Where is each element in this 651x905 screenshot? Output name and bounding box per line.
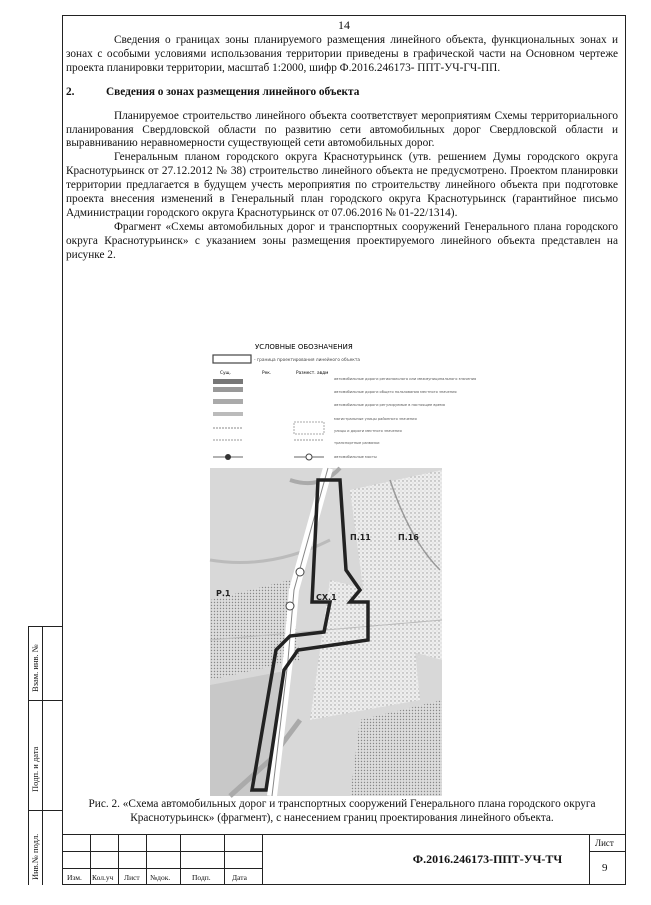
legend-row-6: транспортные развязки	[334, 441, 380, 445]
intro-paragraph: Сведения о границах зоны планируемого размещения линейного объекта, функциональных зонах и зонах с особыми условиями использования территории приведены в графической части на Основном чертеже проекта планировки территории, масштаб 1:2000, шифр Ф.2016.246173- ППТ-УЧ-ГЧ-ПП.	[66, 34, 618, 74]
tb-col-1	[90, 834, 91, 885]
legend-col-2: Рек.	[262, 371, 272, 376]
paragraph-1: Планируемое строительство линейного объекта соответствует мероприятиям Схемы территориального планирования Свердловской области по развитию сети автомобильных дорог Свердловской области и выравниванию неравномерности существующей сети автомобильных дорог.	[66, 109, 618, 150]
document-body	[66, 34, 618, 263]
tb-col-podp: Подп.	[192, 873, 211, 882]
legend-row-3: автомобильные дороги регулируемые в настоящее время	[334, 403, 445, 407]
legend-row-2: автомобильные дороги общего пользования местного значения	[334, 390, 457, 394]
side-border-left	[28, 626, 29, 885]
tb-col-5	[224, 834, 225, 885]
paragraph-3: Фрагмент «Схемы автомобильных дорог и транспортных сооружений Генерального плана городского округа Краснотурьинск» с указанием зоны размещения проектируемого линейного объекта представлен на рисунке 2.	[66, 220, 618, 261]
title-block	[62, 834, 626, 885]
sheet-label: Лист	[595, 838, 614, 848]
tb-col-izm: Изм.	[67, 873, 82, 882]
tb-col-ndok: №док.	[150, 873, 171, 882]
side-rule-3	[28, 810, 62, 811]
paragraph-2: Генеральным планом городского округа Краснотурьинск (утв. решением Думы городского округа Краснотурьинск от 27.12.2012 № 38) строительство линейного объекта не предусмотрено. Проектом планировки территории предлагается в будущем учесть мероприятия по строительству линейного объекта при подготовке проекта внесения изменений в Генеральный план городского округа Краснотурьинск (гарантийное письмо Администрации городского округа Краснотурьинск от 07.06.2016 № 01-22/1314).	[66, 151, 618, 219]
section-title: Сведения о зонах размещения линейного объекта	[106, 85, 360, 98]
map-label-p11: П.11	[350, 533, 371, 542]
legend-first: - граница проектирования линейного объекта	[254, 358, 360, 363]
map-label-p16: П.16	[398, 533, 419, 542]
tb-col-list: Лист	[124, 873, 140, 882]
page-number: 14	[338, 18, 350, 32]
legend-row-1: автомобильные дороги регионального или межмуниципального значения	[334, 377, 477, 381]
side-label-2: Подп. и дата	[30, 746, 40, 792]
legend-swatches	[213, 379, 324, 460]
tb-col-data: Дата	[232, 873, 247, 882]
tb-col-3	[146, 834, 147, 885]
section-heading	[66, 86, 618, 100]
section-number: 2.	[66, 85, 75, 98]
tb-col-2	[118, 834, 119, 885]
sheet-number: 9	[602, 862, 608, 874]
legend-row-5: улицы и дороги местного значения	[334, 429, 402, 433]
side-rule-1	[28, 626, 62, 627]
side-label-3: Инв.№ подл.	[30, 833, 40, 880]
tb-rule-2	[62, 851, 262, 852]
figure-caption: Рис. 2. «Схема автомобильных дорог и транспортных сооружений Генерального плана городского округа Краснотурьинск» (фрагмент), с нанесением границ проектирования линейного объекта.	[88, 798, 596, 824]
side-label-1: Взам. инв. №	[30, 644, 40, 692]
side-border-mid	[42, 626, 43, 885]
legend-col-3: Размест. авдм	[296, 371, 329, 376]
tb-col-4	[180, 834, 181, 885]
tb-col-6	[262, 834, 263, 885]
legend-row-4: магистральные улицы районного значения	[334, 417, 417, 421]
side-rule-2	[28, 700, 62, 701]
map-area	[210, 468, 442, 796]
legend-title: УСЛОВНЫЕ ОБОЗНАЧЕНИЯ	[255, 343, 353, 351]
map-label-sx1: СХ.1	[316, 593, 337, 602]
legend-boundary-swatch	[213, 355, 251, 363]
figure-2-map	[210, 340, 477, 796]
map-label-r1: Р.1	[216, 589, 231, 598]
tb-col-kolch: Кол.уч	[92, 873, 114, 882]
tb-rule-3	[62, 868, 262, 869]
document-code: Ф.2016.246173-ППТ-УЧ-ТЧ	[412, 852, 563, 866]
legend-col-1: Сущ.	[220, 371, 231, 376]
side-stamp	[28, 626, 62, 885]
legend-row-7: автомобильные мосты	[334, 455, 377, 459]
